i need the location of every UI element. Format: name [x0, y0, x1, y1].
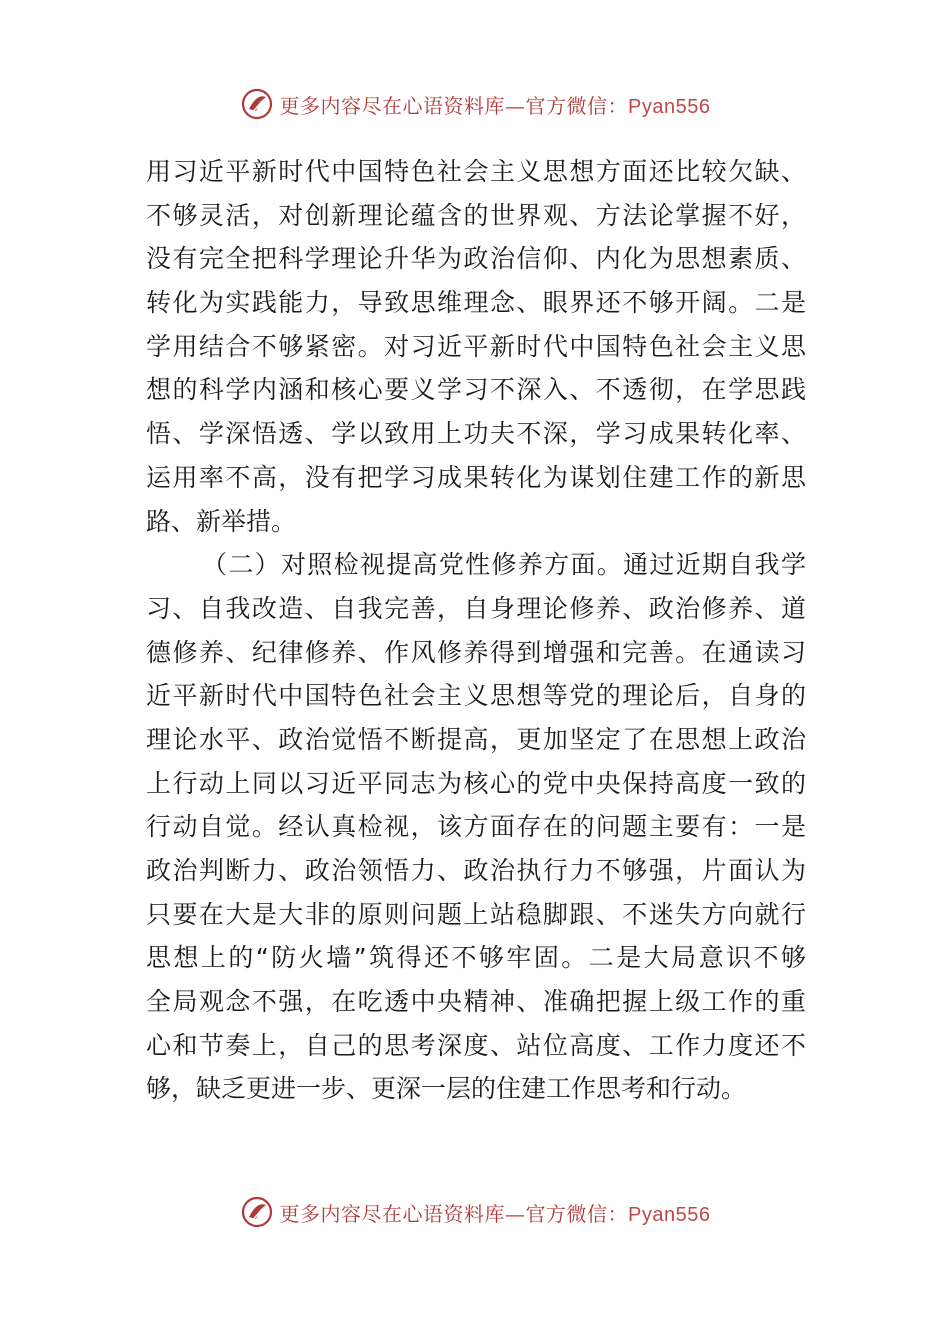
body-line: （二）对照检视提高党性修养方面。通过近期自我学	[202, 550, 806, 580]
body-line: 政治判断力、政治领悟力、政治执行力不够强，片面认为	[146, 856, 806, 885]
header-banner-id: Pyan556	[628, 95, 711, 118]
body-line: 够，缺乏更进一步、更深一层的住建工作思考和行动。	[146, 1074, 747, 1104]
brand-logo-icon	[240, 1195, 274, 1229]
footer-banner-label: 更多内容尽在心语资料库—官方微信：	[279, 1201, 629, 1226]
header-banner	[0, 84, 950, 124]
footer-banner-id: Pyan556	[628, 1203, 711, 1226]
footer-banner-text	[280, 1198, 711, 1227]
body-line: 上行动上同以习近平同志为核心的党中央保持高度一致的	[146, 768, 806, 798]
body-line: 用习近平新时代中国特色社会主义思想方面还比较欠缺、	[146, 157, 806, 186]
document-body	[146, 150, 806, 1111]
body-line: 思想上的“防火墙”筑得还不够牢固。二是大局意识不够	[146, 943, 806, 973]
footer-banner	[0, 1192, 950, 1232]
body-line: 习、自我改造、自我完善，自身理论修养、政治修养、道	[146, 593, 806, 623]
body-line: 理论水平、政治觉悟不断提高，更加坚定了在思想上政治	[146, 724, 806, 754]
body-line: 行动自觉。经认真检视，该方面存在的问题主要有：一是	[146, 812, 806, 842]
body-line: 全局观念不强，在吃透中央精神、准确把握上级工作的重	[146, 987, 806, 1017]
body-line: 近平新时代中国特色社会主义思想等党的理论后，自身的	[146, 681, 806, 711]
body-line: 只要在大是大非的原则问题上站稳脚跟、不迷失方向就行	[146, 899, 806, 929]
body-line: 运用率不高，没有把学习成果转化为谋划住建工作的新思	[146, 462, 806, 492]
header-banner-text	[280, 90, 711, 119]
body-line: 不够灵活，对创新理论蕴含的世界观、方法论掌握不好，	[146, 200, 806, 230]
header-banner-label: 更多内容尽在心语资料库—官方微信：	[279, 93, 629, 118]
body-line: 心和节奏上，自己的思考深度、站位高度、工作力度还不	[146, 1030, 806, 1060]
body-line: 没有完全把科学理论升华为政治信仰、内化为思想素质、	[146, 244, 806, 274]
body-line: 想的科学内涵和核心要义学习不深入、不透彻，在学思践	[146, 375, 806, 405]
body-line: 路、新举措。	[146, 506, 297, 536]
brand-logo-icon	[240, 87, 274, 121]
body-line: 转化为实践能力，导致思维理念、眼界还不够开阔。二是	[146, 288, 806, 318]
body-line: 学用结合不够紧密。对习近平新时代中国特色社会主义思	[146, 331, 806, 361]
body-line: 德修养、纪律修养、作风修养得到增强和完善。在通读习	[146, 637, 806, 667]
body-line: 悟、学深悟透、学以致用上功夫不深，学习成果转化率、	[146, 419, 806, 449]
